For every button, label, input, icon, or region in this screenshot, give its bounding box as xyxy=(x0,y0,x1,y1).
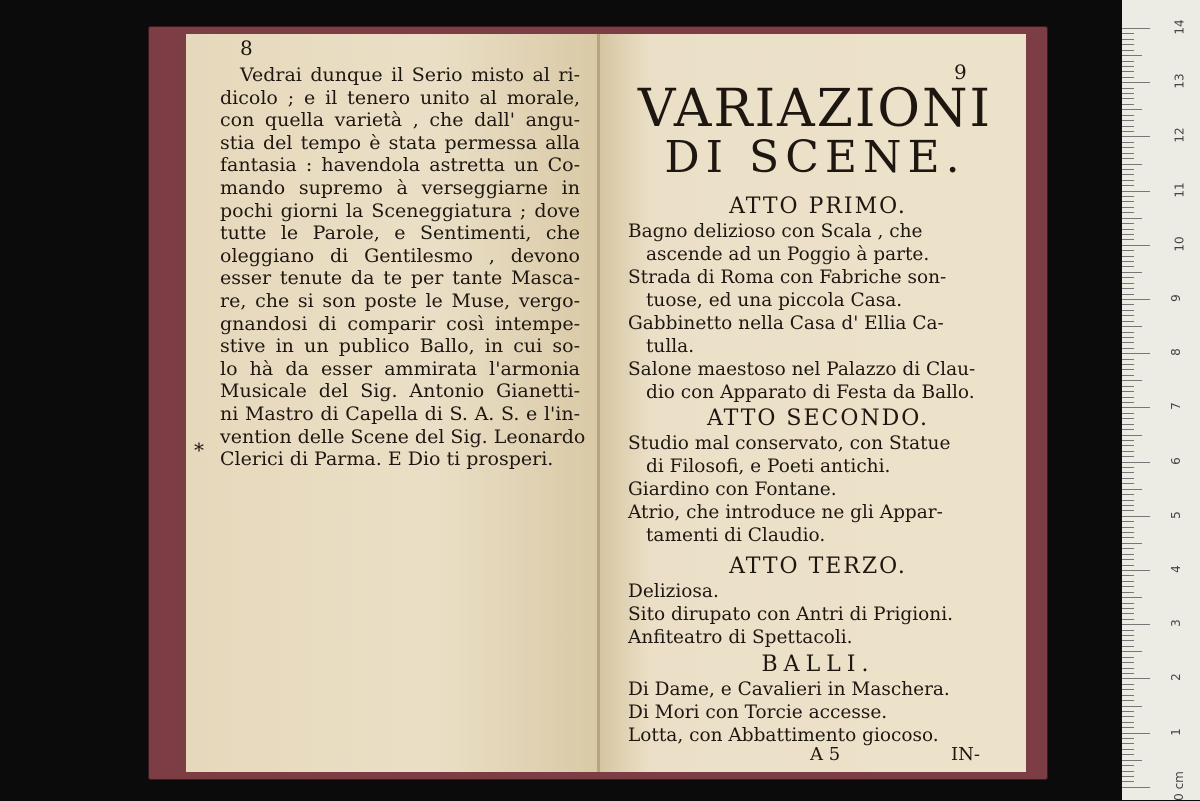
ruler-tick xyxy=(1122,543,1142,544)
ruler-tick xyxy=(1122,445,1134,446)
ruler-tick xyxy=(1122,630,1134,631)
ruler-tick xyxy=(1122,749,1134,750)
ruler-tick xyxy=(1122,743,1134,744)
ruler-tick xyxy=(1122,402,1134,403)
ruler-tick xyxy=(1122,304,1134,305)
act-heading: ATTO SECONDO. xyxy=(706,406,930,431)
ruler-tick xyxy=(1122,321,1134,322)
ruler-tick xyxy=(1122,369,1134,370)
ruler-tick xyxy=(1122,451,1134,452)
ruler-tick xyxy=(1122,185,1134,186)
ruler-tick xyxy=(1122,109,1142,110)
signature-mark: A 5 xyxy=(810,744,841,765)
ruler-tick xyxy=(1122,272,1142,273)
ruler-tick xyxy=(1122,651,1142,652)
scene-entry xyxy=(628,220,1008,266)
ruler-tick xyxy=(1122,261,1134,262)
ruler-tick xyxy=(1122,657,1134,658)
ruler-tick xyxy=(1122,727,1134,728)
ruler-tick xyxy=(1122,510,1134,511)
scene-entry xyxy=(628,432,1008,478)
ruler-tick xyxy=(1122,250,1134,251)
ruler-tick xyxy=(1122,88,1134,89)
text-line: lo hà da esser ammirata l'armonia xyxy=(220,357,580,380)
ruler-tick xyxy=(1122,82,1150,83)
scene-line: Di Mori con Torcie accesse. xyxy=(628,702,888,723)
ruler-tick xyxy=(1122,483,1134,484)
ruler-tick xyxy=(1122,77,1134,78)
ruler-tick xyxy=(1122,359,1134,360)
ruler-tick xyxy=(1122,342,1134,343)
ruler-tick xyxy=(1122,28,1150,29)
ruler-tick xyxy=(1122,288,1134,289)
ruler-tick xyxy=(1122,299,1150,300)
ruler-tick xyxy=(1122,142,1134,143)
scene-entry xyxy=(628,701,1008,724)
ruler-label: 5 xyxy=(1168,510,1183,519)
text-line: Musicale del Sig. Antonio Gianetti- xyxy=(220,380,580,403)
text-line: stive in un publico Ballo, in cui so- xyxy=(220,335,580,358)
ruler-label: 3 xyxy=(1168,619,1183,628)
ruler-label: 12 xyxy=(1172,127,1187,144)
text-line: Clerici di Parma. E Dio ti prosperi. xyxy=(220,448,554,471)
ruler-tick xyxy=(1122,120,1134,121)
scene-line: Salone maestoso nel Palazzo di Clau- xyxy=(628,359,976,380)
ruler-label: 1 xyxy=(1168,727,1183,736)
scene-line: Studio mal conservato, con Statue xyxy=(628,433,951,454)
ruler-tick xyxy=(1122,348,1134,349)
scene-line: Atrio, che introduce ne gli Appar- xyxy=(628,502,943,523)
ruler-tick xyxy=(1122,716,1134,717)
ruler-tick xyxy=(1122,527,1134,528)
ruler-tick xyxy=(1122,505,1134,506)
ruler-tick xyxy=(1122,472,1134,473)
ruler-tick xyxy=(1122,174,1134,175)
text-line: vention delle Scene del Sig. Leonardo xyxy=(220,425,586,448)
act-heading: ATTO PRIMO. xyxy=(729,194,907,219)
ruler-tick xyxy=(1122,33,1134,34)
ruler-tick xyxy=(1122,147,1134,148)
ruler-tick xyxy=(1122,494,1134,495)
ruler-tick xyxy=(1122,115,1134,116)
ruler-tick xyxy=(1122,608,1134,609)
ruler-tick xyxy=(1122,126,1134,127)
ruler-tick xyxy=(1122,407,1150,408)
scene-entry xyxy=(628,312,1008,358)
text-line: Vedrai dunque il Serio misto al ri- xyxy=(240,64,580,86)
ruler-tick xyxy=(1122,765,1134,766)
ruler-tick xyxy=(1122,760,1142,761)
scene-entry xyxy=(628,678,1008,701)
ruler-tick xyxy=(1122,266,1134,267)
ruler-label: 9 xyxy=(1168,294,1183,302)
scene-line: Anfiteatro di Spettacoli. xyxy=(628,627,853,648)
ruler-tick xyxy=(1122,575,1134,576)
ruler-label: 0 cm xyxy=(1171,770,1186,801)
ruler-label: 8 xyxy=(1168,348,1183,357)
scene-entry xyxy=(628,266,1008,312)
ruler-tick xyxy=(1122,39,1134,40)
ruler-tick xyxy=(1122,277,1134,278)
left-page xyxy=(186,34,598,772)
ruler-tick xyxy=(1122,646,1134,647)
ruler-tick xyxy=(1122,418,1134,419)
ruler-tick xyxy=(1122,456,1134,457)
scene-entry xyxy=(628,580,1008,603)
ruler-tick xyxy=(1122,424,1134,425)
ruler-tick xyxy=(1122,695,1134,696)
ruler-tick xyxy=(1122,771,1134,772)
ruler-tick xyxy=(1122,429,1134,430)
text-line: gnandosi di comparir così intempe- xyxy=(220,312,580,335)
ruler-tick xyxy=(1122,44,1134,45)
scene-line: tulla. xyxy=(646,336,695,357)
ruler-tick xyxy=(1122,158,1134,159)
act-section xyxy=(628,406,1008,547)
text-line: con quella varietà , che dall' angu- xyxy=(220,109,580,132)
ruler-tick xyxy=(1122,93,1134,94)
text-line: oleggiano di Gentilesmo , devono xyxy=(220,244,580,267)
ruler-tick xyxy=(1122,239,1134,240)
right-page-number: 9 xyxy=(954,60,967,84)
ruler-tick xyxy=(1122,554,1134,555)
ruler-tick xyxy=(1122,776,1134,777)
left-page-number: 8 xyxy=(240,36,253,60)
text-line: stia del tempo è stata permessa alla xyxy=(220,131,580,154)
ruler-tick xyxy=(1122,613,1134,614)
ruler-tick xyxy=(1122,326,1142,327)
ruler-tick xyxy=(1122,207,1134,208)
ruler-tick xyxy=(1122,684,1134,685)
ruler-tick xyxy=(1122,234,1134,235)
ruler-label: 13 xyxy=(1172,73,1187,89)
right-page xyxy=(600,34,1026,772)
ruler-tick xyxy=(1122,391,1134,392)
scene-entry xyxy=(628,358,1008,404)
ruler-tick xyxy=(1122,733,1150,734)
catchword: IN- xyxy=(951,744,980,765)
ruler-tick xyxy=(1122,136,1150,137)
ruler-tick xyxy=(1122,169,1134,170)
ruler-tick xyxy=(1122,98,1134,99)
ruler-tick xyxy=(1122,413,1134,414)
ruler-tick xyxy=(1122,397,1134,398)
ruler-tick xyxy=(1122,353,1150,354)
page-footer xyxy=(810,744,980,765)
ruler-tick xyxy=(1122,66,1134,67)
ruler-tick xyxy=(1122,537,1134,538)
ruler-tick xyxy=(1122,787,1150,788)
text-line: esser tenute da te per tante Masca- xyxy=(220,267,580,290)
ruler-tick xyxy=(1122,283,1134,284)
ruler-tick xyxy=(1122,700,1134,701)
ruler-tick xyxy=(1122,364,1134,365)
scene-line: Strada di Roma con Fabriche son- xyxy=(628,267,947,288)
page-subtitle: DI SCENE. xyxy=(664,132,966,183)
act-section xyxy=(628,194,1008,404)
ruler-tick xyxy=(1122,153,1134,154)
ruler-tick xyxy=(1122,191,1150,192)
text-line: re, che si son poste le Muse, vergo- xyxy=(220,289,580,312)
ruler-tick xyxy=(1122,673,1134,674)
text-line: pochi giorni la Sceneggiatura ; dove xyxy=(220,199,580,222)
scene-entry xyxy=(628,501,1008,547)
text-line: fantasia : havendola astretta un Co- xyxy=(220,154,580,177)
ruler-tick xyxy=(1122,516,1150,517)
ruler-tick xyxy=(1122,375,1134,376)
ruler-tick xyxy=(1122,592,1134,593)
ruler-tick xyxy=(1122,104,1134,105)
ruler-tick xyxy=(1122,245,1150,246)
ruler-tick xyxy=(1122,570,1150,571)
text-line: tutte le Parole, e Sentimenti, che xyxy=(220,222,580,245)
ruler-tick xyxy=(1122,380,1142,381)
scene-line: Bagno delizioso con Scala , che xyxy=(628,221,923,242)
ruler-tick xyxy=(1122,61,1134,62)
scene-line: Giardino con Fontane. xyxy=(628,479,837,500)
ruler-tick xyxy=(1122,223,1134,224)
ruler-tick xyxy=(1122,500,1134,501)
page-title: VARIAZIONI xyxy=(637,79,993,139)
scene-line: Di Dame, e Cavalieri in Maschera. xyxy=(628,679,950,700)
ruler-tick xyxy=(1122,706,1142,707)
ruler-tick xyxy=(1122,462,1150,463)
act-heading: BALLI. xyxy=(761,652,875,677)
ruler-tick xyxy=(1122,565,1134,566)
scene-line: tuose, ed una piccola Casa. xyxy=(646,290,903,311)
ruler-tick xyxy=(1122,532,1134,533)
ruler-tick xyxy=(1122,315,1134,316)
ruler-tick xyxy=(1122,201,1134,202)
ruler-tick xyxy=(1122,635,1134,636)
measuring-ruler xyxy=(1122,0,1200,800)
text-line: mando supremo à verseggiarne in xyxy=(220,176,580,199)
ruler-tick xyxy=(1122,131,1134,132)
margin-asterisk: * xyxy=(194,438,204,462)
ruler-tick xyxy=(1122,337,1134,338)
scene-line: di Filosofi, e Poeti antichi. xyxy=(646,456,891,477)
scene-entry xyxy=(628,626,1008,649)
ruler-tick xyxy=(1122,294,1134,295)
ruler-tick xyxy=(1122,478,1134,479)
ruler-tick xyxy=(1122,678,1150,679)
ruler-tick xyxy=(1122,55,1142,56)
ruler-tick xyxy=(1122,218,1142,219)
ruler-tick xyxy=(1122,212,1134,213)
ruler-tick xyxy=(1122,521,1134,522)
ruler-tick xyxy=(1122,662,1134,663)
text-line: ni Mastro di Capella di S. A. S. e l'in- xyxy=(220,402,580,425)
ruler-tick xyxy=(1122,256,1134,257)
text-line: dicolo ; e il tenero unito al morale, xyxy=(220,86,580,109)
ruler-label: 6 xyxy=(1168,456,1183,465)
ruler-tick xyxy=(1122,722,1134,723)
ruler-tick xyxy=(1122,71,1134,72)
scene-line: Deliziosa. xyxy=(628,581,719,602)
act-heading: ATTO TERZO. xyxy=(729,554,907,579)
ruler-tick xyxy=(1122,754,1134,755)
ruler-label: 11 xyxy=(1172,181,1187,198)
scene-line: ascende ad un Poggio à parte. xyxy=(646,244,930,265)
ruler-tick xyxy=(1122,597,1142,598)
ruler-label: 10 xyxy=(1172,236,1187,252)
scene-line: tamenti di Claudio. xyxy=(646,525,826,546)
scene-line: Sito dirupato con Antri di Prigioni. xyxy=(628,604,953,625)
ruler-tick xyxy=(1122,180,1134,181)
ruler-tick xyxy=(1122,548,1134,549)
ruler-label: 14 xyxy=(1172,19,1187,35)
act-section xyxy=(628,554,1008,649)
scene-line: Gabbinetto nella Casa d' Ellia Ca- xyxy=(628,313,944,334)
ruler-tick xyxy=(1122,711,1134,712)
ruler-tick xyxy=(1122,164,1142,165)
scene-entry xyxy=(628,478,1008,501)
ruler-tick xyxy=(1122,467,1134,468)
ruler-tick xyxy=(1122,603,1134,604)
left-page-text xyxy=(194,64,586,471)
ruler-tick xyxy=(1122,332,1134,333)
ruler-tick xyxy=(1122,738,1134,739)
ruler-tick xyxy=(1122,581,1134,582)
scene-entry xyxy=(628,603,1008,626)
ruler-tick xyxy=(1122,50,1134,51)
ruler-tick xyxy=(1122,229,1134,230)
ruler-tick xyxy=(1122,619,1134,620)
scene-line: Lotta, con Abbattimento giocoso. xyxy=(628,725,939,746)
ruler-tick xyxy=(1122,310,1134,311)
ruler-tick xyxy=(1122,689,1134,690)
ruler-label: 7 xyxy=(1168,402,1183,411)
ruler-tick xyxy=(1122,668,1134,669)
ruler-tick xyxy=(1122,386,1134,387)
ruler-tick xyxy=(1122,640,1134,641)
ruler-tick xyxy=(1122,440,1134,441)
ruler-label: 4 xyxy=(1168,565,1183,573)
ruler-tick xyxy=(1122,586,1134,587)
ruler-label: 2 xyxy=(1168,673,1183,682)
ruler-tick xyxy=(1122,489,1142,490)
ruler-tick xyxy=(1122,196,1134,197)
act-section xyxy=(628,652,1008,747)
scene-line: dio con Apparato di Festa da Ballo. xyxy=(646,382,975,403)
ruler-tick xyxy=(1122,624,1150,625)
ruler-tick xyxy=(1122,435,1142,436)
ruler-tick xyxy=(1122,781,1134,782)
ruler-tick xyxy=(1122,559,1134,560)
